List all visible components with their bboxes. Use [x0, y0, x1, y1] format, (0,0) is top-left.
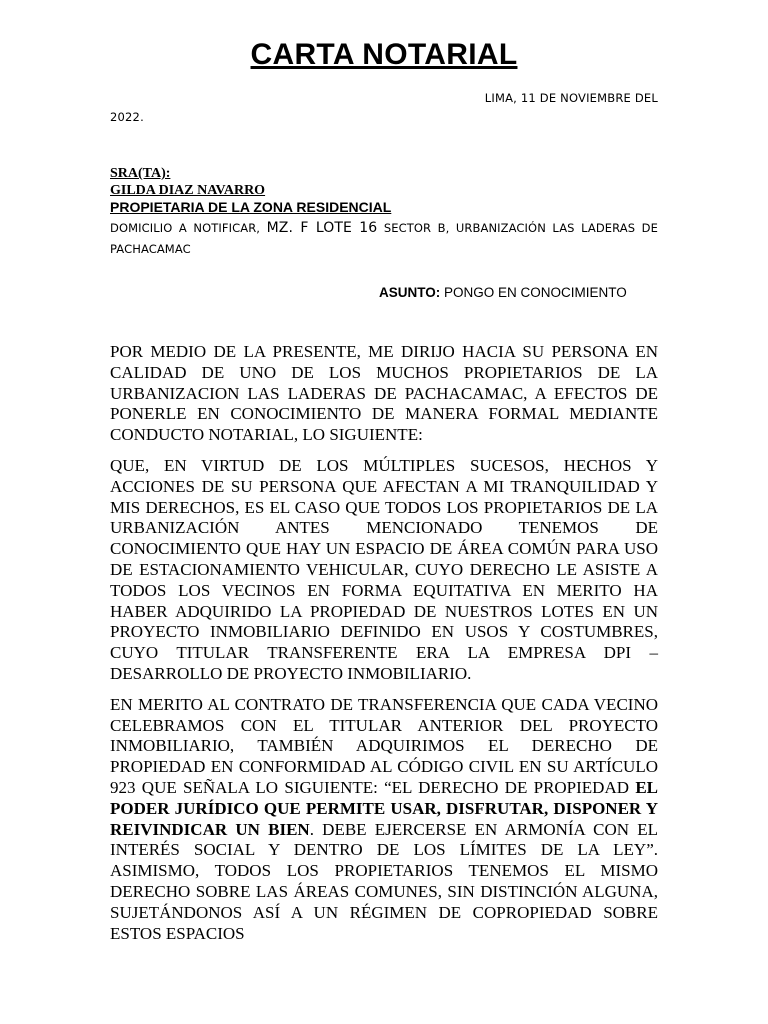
- recipient-name: GILDA DIAZ NAVARRO: [110, 183, 266, 198]
- subject-label: ASUNTO:: [379, 285, 441, 300]
- date-year: 2022.: [110, 110, 144, 124]
- paragraph-2: QUE, EN VIRTUD DE LOS MÚLTIPLES SUCESOS, HECHOS Y ACCIONES DE SU PERSONA QUE AFECTAN A MI TRANQUILIDAD Y MIS DERECHOS, ES EL CASO QUE TODOS LOS PROPIETARIOS DE LA URBANIZACIÓN ANTES MENCIONADO TENEMOS DE CONOCIMIENTO QUE HAY UN ESPACIO DE ÁREA COMÚN PARA USO DE ESTACIONAMIENTO VEHICULAR, CUYO DERECHO LE ASISTE A TODOS LOS VECINOS EN FORMA EQUITATIVA EN MERITO HA HABER ADQUIRIDO LA PROPIEDAD DE NUESTROS LOTES EN UN PROYECTO INMOBILIARIO DEFINIDO EN USOS Y COSTUMBRES, CUYO TITULAR TRANSFERENTE ERA LA EMPRESA DPI – DESARROLLO DE PROYECTO INMOBILIARIO.: [110, 455, 658, 683]
- subject-text: PONGO EN CONOCIMIENTO: [444, 285, 627, 300]
- recipient-role: PROPIETARIA DE LA ZONA RESIDENCIAL: [110, 199, 392, 215]
- recipient-address: [110, 218, 658, 260]
- paragraph-3-bold-quote: EL PODER JURÍDICO QUE PERMITE USAR, DISFRUTAR, DISPONER Y REIVINDICAR UN BIEN: [110, 777, 658, 839]
- subject-line: [379, 285, 627, 300]
- paragraph-3-text-a: EN MERITO AL CONTRATO DE TRANSFERENCIA QUE CADA VECINO CELEBRAMOS CON EL TITULAR ANTERIOR DEL PROYECTO INMOBILIARIO, TAMBIÉN ADQUIRIMOS EL DERECHO DE PROPIEDAD EN CONFORMIDAD AL CÓDIGO CIVIL EN SU ARTÍCULO 923 QUE SEÑALA LO SIGUIENTE: “EL DERECHO DE PROPIEDAD: [110, 694, 658, 797]
- address-lot: MZ. F LOTE 16: [266, 220, 378, 236]
- recipient-salutation: SRA(TA):: [110, 166, 171, 181]
- date-line: LIMA, 11 DE NOVIEMBRE DEL: [484, 91, 658, 105]
- paragraph-3-text-b: . DEBE EJERCERSE EN ARMONÍA CON EL INTERÉS SOCIAL Y DENTRO DE LOS LÍMITES DE LA LEY”. ASIMISMO, TODOS LOS PROPIETARIOS TENEMOS EL MISMO DERECHO SOBRE LAS ÁREAS COMUNES, SIN DISTINCIÓN ALGUNA, SUJETÁNDONOS ASÍ A UN RÉGIMEN DE COPROPIEDAD SOBRE ESTOS ESPACIOS: [110, 819, 658, 943]
- letter-body: [110, 342, 658, 954]
- paragraph-3: [110, 695, 658, 945]
- document-title: CARTA NOTARIAL: [250, 38, 518, 71]
- recipient-block: [110, 165, 658, 260]
- paragraph-1: POR MEDIO DE LA PRESENTE, ME DIRIJO HACIA SU PERSONA EN CALIDAD DE UNO DE LOS MUCHOS PROPIETARIOS DE LA URBANIZACION LAS LADERAS DE PACHACAMAC, A EFECTOS DE PONERLE EN CONOCIMIENTO DE MANERA FORMAL MEDIANTE CONDUCTO NOTARIAL, LO SIGUIENTE:: [110, 342, 658, 445]
- address-rest: SECTOR B, URBANIZACIÓN LAS LADERAS DE PACHACAMAC: [110, 221, 659, 256]
- address-label: DOMICILIO A NOTIFICAR,: [110, 221, 261, 235]
